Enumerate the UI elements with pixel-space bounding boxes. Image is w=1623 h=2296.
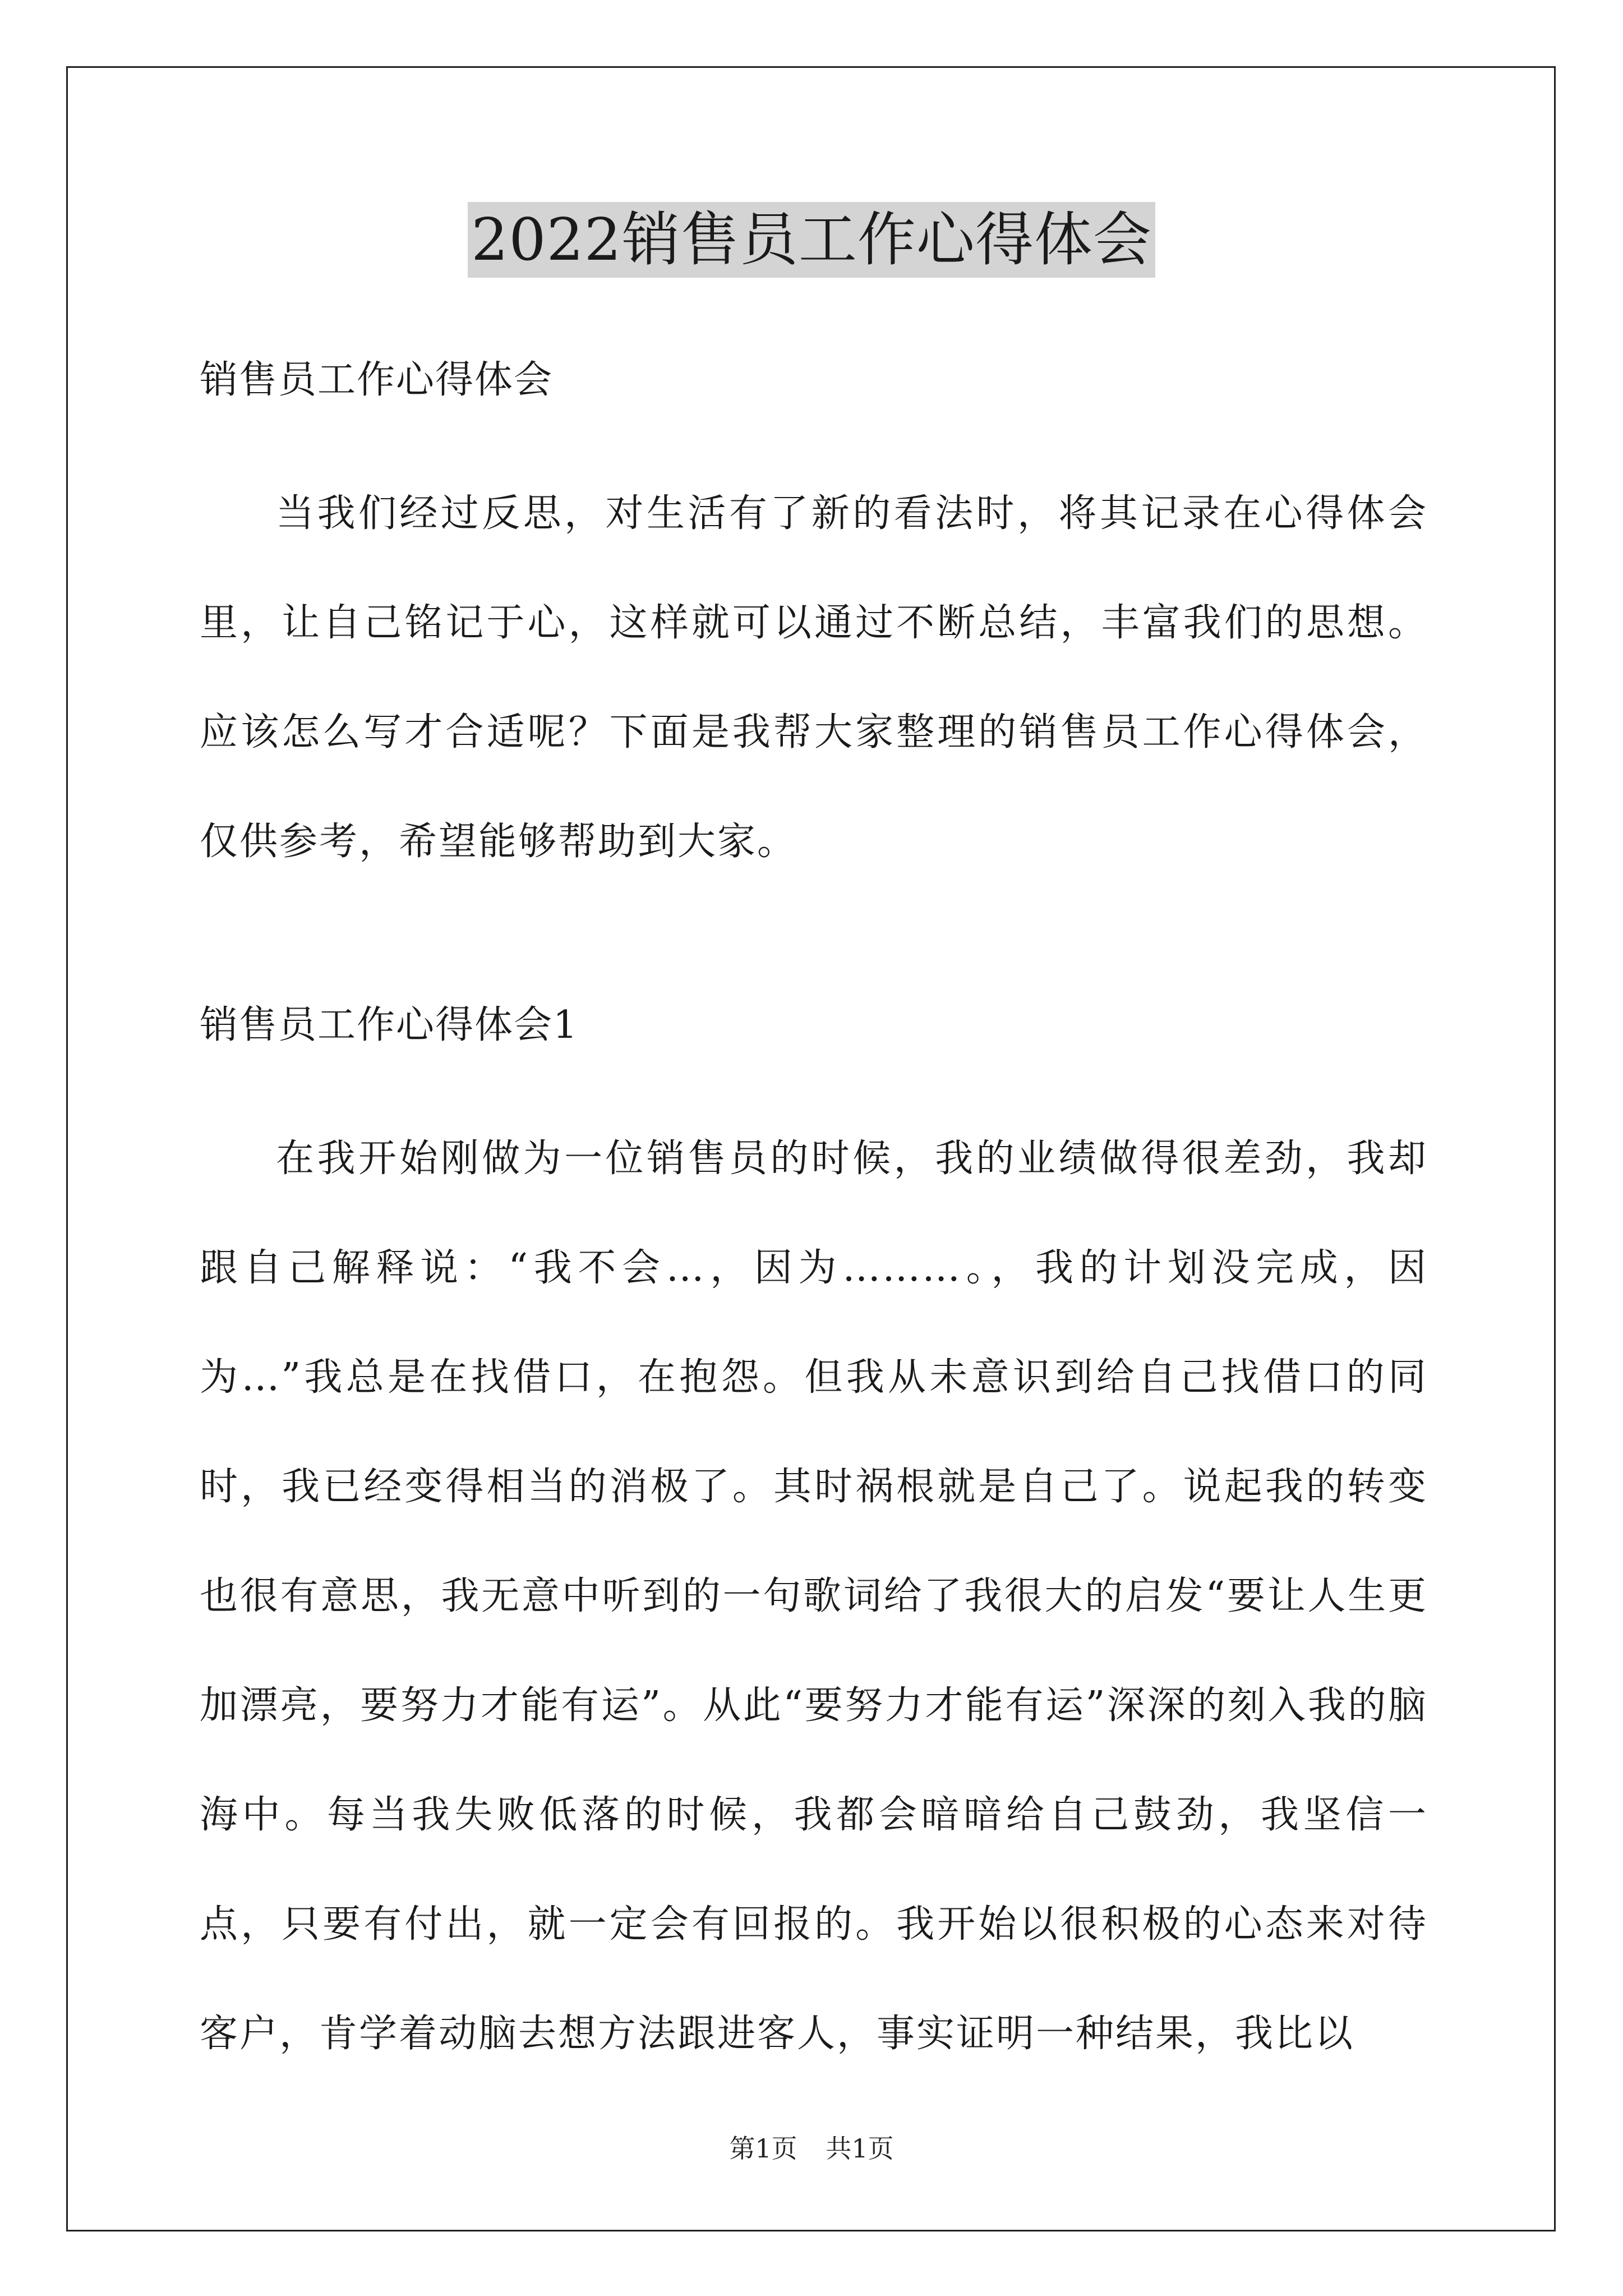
section-1-paragraph: 在我开始刚做为一位销售员的时候，我的业绩做得很差劲，我却跟自己解释说：“我不会…，因为………。，我的计划没完成，因为…”我总是在找借口，在抱怨。但我从未意识到给自己找借口的同时，我已经变得相当的消极了。其时祸根就是自己了。说起我的转变也很有意思，我无意中听到的一句歌词给了我很大的启发“要让人生更加漂亮，要努力才能有运”。从此“要努力才能有运”深深的刻入我的脑海中。每当我失败低落的时候，我都会暗暗给自己鼓劲，我坚信一点，只要有付出，就一定会有回报的。我开始以很积极的心态来对待客户，肯学着动脑去想方法跟进客人，事实证明一种结果，我比以	[200, 1137, 1428, 2056]
section-heading-1: 销售员工作心得体会1	[200, 1003, 579, 1047]
section-heading-intro: 销售员工作心得体会	[200, 358, 554, 402]
page-footer	[0, 2132, 1623, 2165]
document-title: 2022销售员工作心得体会	[468, 202, 1155, 278]
page-number-total: 共1页	[826, 2133, 894, 2164]
page-number-current: 第1页	[729, 2133, 797, 2164]
intro-paragraph: 当我们经过反思，对生活有了新的看法时，将其记录在心得体会里，让自己铭记于心，这样就可以通过不断总结，丰富我们的思想。应该怎么写才合适呢？下面是我帮大家整理的销售员工作心得体会，仅供参考，希望能够帮助到大家。	[200, 491, 1428, 864]
document-body	[200, 347, 1428, 2088]
title-container	[0, 202, 1623, 278]
